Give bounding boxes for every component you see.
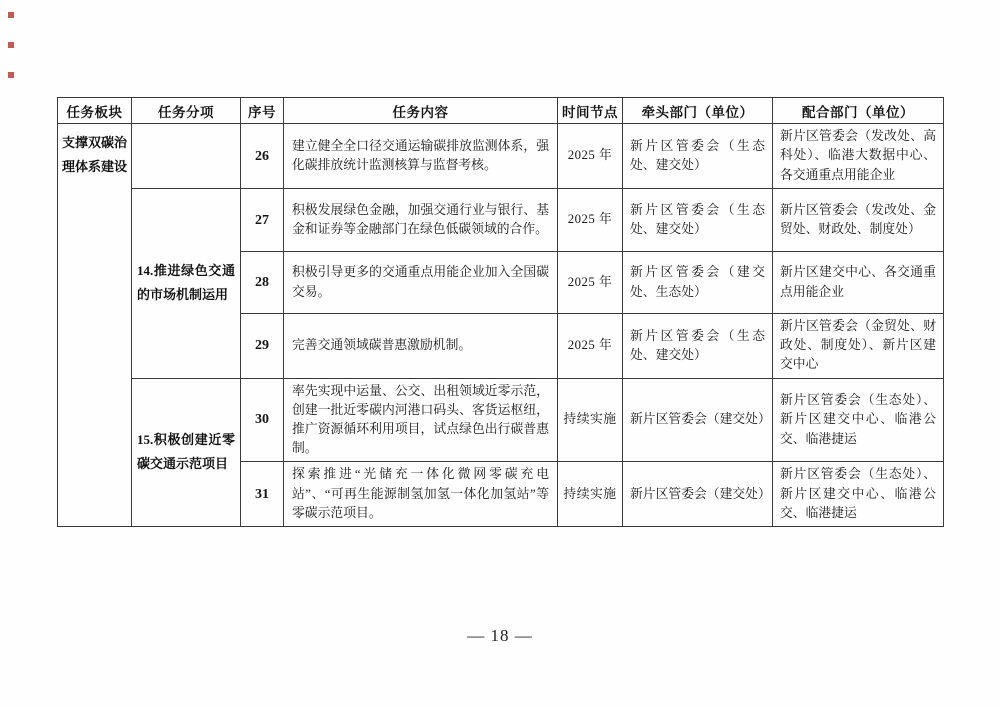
time-node-cell: 持续实施 bbox=[558, 378, 623, 462]
serial-cell: 26 bbox=[241, 124, 284, 189]
red-mark-icon bbox=[8, 12, 14, 18]
task-content-cell: 探索推进“光储充一体化微网零碳充电站”、“可再生能源制氢加氢一体化加氢站”等零碳示范项目。 bbox=[284, 462, 558, 527]
col-header-task-block: 任务板块 bbox=[58, 98, 132, 124]
lead-dept-cell: 新片区管委会（生态处、建交处） bbox=[623, 124, 773, 189]
serial-cell: 31 bbox=[241, 462, 284, 527]
task-content-cell: 积极引导更多的交通重点用能企业加入全国碳交易。 bbox=[284, 252, 558, 314]
red-mark-icon bbox=[8, 42, 14, 48]
serial-cell: 27 bbox=[241, 189, 284, 252]
task-block-cell: 支撑双碳治理体系建设 bbox=[58, 124, 132, 527]
table-row bbox=[58, 378, 944, 462]
support-dept-cell: 新片区管委会（生态处）、新片区建交中心、临港公交、临港捷运 bbox=[773, 378, 944, 462]
time-node-cell: 持续实施 bbox=[558, 462, 623, 527]
col-header-task-content: 任务内容 bbox=[284, 98, 558, 124]
support-dept-cell: 新片区管委会（发改处、高科处）、临港大数据中心、各交通重点用能企业 bbox=[773, 124, 944, 189]
lead-dept-cell: 新片区管委会（生态处、建交处） bbox=[623, 314, 773, 379]
col-header-support-dept: 配合部门（单位） bbox=[773, 98, 944, 124]
support-dept-cell: 新片区建交中心、各交通重点用能企业 bbox=[773, 252, 944, 314]
lead-dept-cell: 新片区管委会（建交处、生态处） bbox=[623, 252, 773, 314]
support-dept-cell: 新片区管委会（发改处、金贸处、财政处、制度处） bbox=[773, 189, 944, 252]
time-node-cell: 2025 年 bbox=[558, 314, 623, 379]
task-content-cell: 率先实现中运量、公交、出租领域近零示范，创建一批近零碳内河港口码头、客货运枢纽，推广资源循环利用项目，试点绿色出行碳普惠制。 bbox=[284, 378, 558, 462]
header-row bbox=[58, 98, 944, 124]
lead-dept-cell: 新片区管委会（建交处） bbox=[623, 462, 773, 527]
support-dept-cell: 新片区管委会（生态处）、新片区建交中心、临港公交、临港捷运 bbox=[773, 462, 944, 527]
col-header-time-node: 时间节点 bbox=[558, 98, 623, 124]
task-content-cell: 积极发展绿色金融，加强交通行业与银行、基金和证券等金融部门在绿色低碳领域的合作。 bbox=[284, 189, 558, 252]
support-dept-cell: 新片区管委会（金贸处、财政处、制度处）、新片区建交中心 bbox=[773, 314, 944, 379]
serial-cell: 30 bbox=[241, 378, 284, 462]
page-number: — 18 — bbox=[467, 626, 533, 645]
col-header-lead-dept: 牵头部门（单位） bbox=[623, 98, 773, 124]
time-node-cell: 2025 年 bbox=[558, 252, 623, 314]
time-node-cell: 2025 年 bbox=[558, 189, 623, 252]
task-content-cell: 完善交通领域碳普惠激励机制。 bbox=[284, 314, 558, 379]
col-header-task-subitem: 任务分项 bbox=[132, 98, 241, 124]
red-mark-icon bbox=[8, 72, 14, 78]
task-table bbox=[57, 97, 944, 527]
lead-dept-cell: 新片区管委会（建交处） bbox=[623, 378, 773, 462]
subitem-cell-empty bbox=[132, 124, 241, 189]
lead-dept-cell: 新片区管委会（生态处、建交处） bbox=[623, 189, 773, 252]
serial-cell: 29 bbox=[241, 314, 284, 379]
table-row bbox=[58, 124, 944, 189]
time-node-cell: 2025 年 bbox=[558, 124, 623, 189]
col-header-serial: 序号 bbox=[241, 98, 284, 124]
subitem-cell-15: 15.积极创建近零碳交通示范项目 bbox=[132, 378, 241, 526]
subitem-cell-14: 14.推进绿色交通的市场机制运用 bbox=[132, 189, 241, 379]
task-content-cell: 建立健全全口径交通运输碳排放监测体系，强化碳排放统计监测核算与监督考核。 bbox=[284, 124, 558, 189]
table-row bbox=[58, 189, 944, 252]
serial-cell: 28 bbox=[241, 252, 284, 314]
